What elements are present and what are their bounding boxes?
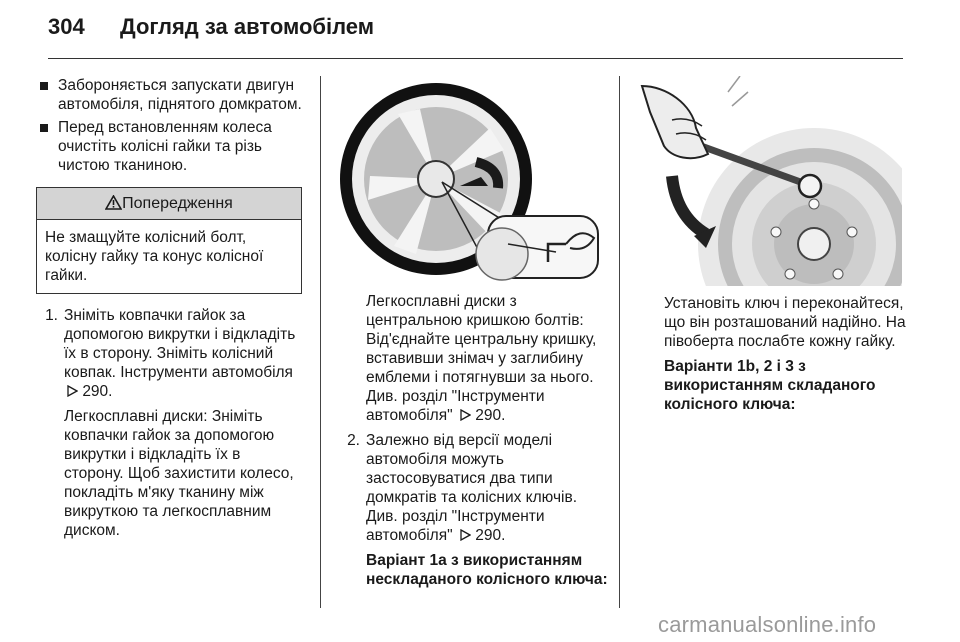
bullet-item xyxy=(36,76,304,114)
page-number: 304 xyxy=(48,14,85,39)
page-header xyxy=(48,14,374,40)
column-2 xyxy=(338,76,608,589)
reference-arrow-icon xyxy=(460,409,471,421)
watermark-text: carmanualsonline.info xyxy=(658,612,877,637)
column-divider-1 xyxy=(320,76,321,608)
page-reference: 290. xyxy=(82,383,113,400)
variant-1a-heading: Варіант 1а з використанням нескладаного колісного ключа: xyxy=(366,552,608,588)
wheel-wrench-illustration xyxy=(636,76,902,286)
alloy-wheel-illustration xyxy=(338,76,602,282)
step-1 xyxy=(36,306,304,540)
variant-1b-heading: Варіанти 1b, 2 і 3 з використанням складаного колісного ключа: xyxy=(664,358,876,413)
step-note: Легкосплавні диски: Зніміть ковпачки гайок за допомогою викрутки і відкладіть їх в сторону. Щоб захистити колесо, покладіть м'яку тканину між викруткою та легкосплавним диском. xyxy=(64,408,294,539)
step-text: Залежно від версії моделі автомобіля можуть застосовуватися два типи домкратів та колісних ключів. Див. розділ "Інструменти автомобіля" xyxy=(366,432,578,544)
warning-body: Не змащуйте колісний болт, колісну гайку та конус колісної гайки. xyxy=(45,229,264,284)
column-3 xyxy=(636,76,906,414)
column-1 xyxy=(36,76,304,540)
reference-arrow-icon xyxy=(67,385,78,397)
bullet-square-icon xyxy=(40,82,48,90)
step-2 xyxy=(338,431,608,589)
bullet-text: Перед встановленням колеса очистіть колісні гайки та різь чистою тканиною. xyxy=(58,119,272,174)
alloy-wheel-caption: Легкосплавні диски з центральною кришкою болтів: Від'єднайте центральну кришку, вставивши знімач у заглибину емблеми і потягнувши за нього. Див. розділ "Інструменти автомобіля" xyxy=(366,293,597,424)
bullet-square-icon xyxy=(40,124,48,132)
step-number: 2. xyxy=(347,432,360,449)
bullet-text: Забороняється запускати двигун автомобіля, піднятого домкратом. xyxy=(58,77,302,113)
step-number: 1. xyxy=(45,307,58,324)
warning-box xyxy=(36,187,302,294)
wrench-instruction: Установіть ключ і переконайтеся, що він розташований надійно. На півоберта послабте кожну гайку. xyxy=(664,295,906,350)
page-reference: 290. xyxy=(475,527,506,544)
warning-header xyxy=(37,188,301,220)
bullet-item xyxy=(36,118,304,175)
warning-triangle-icon xyxy=(105,195,122,210)
warning-title: Попередження xyxy=(122,195,233,212)
reference-arrow-icon xyxy=(460,529,471,541)
step-text: Зніміть ковпачки гайок за допомогою викрутки і відкладіть їх в сторону. Зніміть колісний ковпак. Інструменти автомобіля xyxy=(64,307,296,381)
page-reference: 290. xyxy=(475,407,506,424)
page-title: Догляд за автомобілем xyxy=(120,14,375,39)
column-divider-2 xyxy=(619,76,620,608)
header-rule xyxy=(48,58,903,59)
